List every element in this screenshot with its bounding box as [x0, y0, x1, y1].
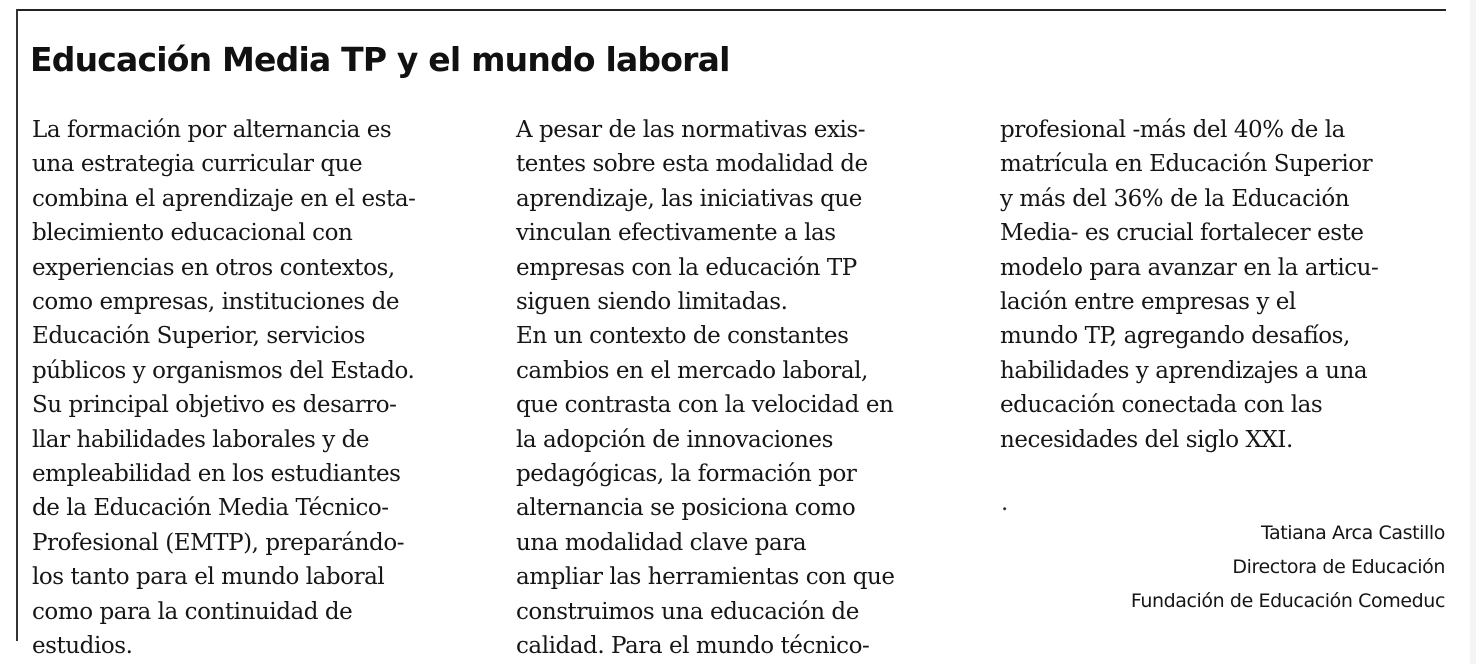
- text-line: matrícula en Educación Superior: [1000, 151, 1373, 178]
- article-column-1: [32, 113, 492, 664]
- text-line: de la Educación Media Técnico-: [32, 495, 389, 522]
- author-role: Directora de Educación: [1232, 556, 1445, 578]
- text-line: siguen siendo limitadas.: [516, 289, 788, 316]
- author-organization: Fundación de Educación Comeduc: [1130, 590, 1445, 612]
- text-line: estudios.: [32, 633, 133, 660]
- text-line: empleabilidad en los estudiantes: [32, 461, 401, 488]
- text-line: profesional -más del 40% de la: [1000, 117, 1345, 143]
- text-line: llar habilidades laborales y de: [32, 426, 370, 453]
- left-column-rule: [16, 9, 18, 641]
- text-line: como empresas, instituciones de: [32, 289, 400, 316]
- article-column-3: [1000, 113, 1460, 457]
- text-line: aprendizaje, las iniciativas que: [516, 185, 862, 212]
- text-line: Educación Superior, servicios: [32, 323, 365, 350]
- text-line: lación entre empresas y el: [1000, 289, 1296, 316]
- text-line: la adopción de innovaciones: [516, 426, 833, 453]
- scan-edge: [1470, 0, 1476, 664]
- text-line: Su principal objetivo es desarro-: [32, 392, 397, 419]
- text-line: que contrasta con la velocidad en: [516, 392, 894, 419]
- text-line: como para la continuidad de: [32, 598, 353, 625]
- text-line: calidad. Para el mundo técnico-: [516, 633, 870, 660]
- text-line: Profesional (EMTP), preparándo-: [32, 529, 405, 556]
- text-line: A pesar de las normativas exis-: [516, 117, 866, 143]
- text-line: pedagógicas, la formación por: [516, 461, 857, 488]
- text-line: alternancia se posiciona como: [516, 495, 856, 522]
- text-line: necesidades del siglo XXI.: [1000, 426, 1293, 453]
- text-line: habilidades y aprendizajes a una: [1000, 357, 1368, 384]
- text-line: vinculan efectivamente a las: [516, 220, 836, 247]
- text-line: La formación por alternancia es: [32, 117, 392, 143]
- text-line: y más del 36% de la Educación: [1000, 185, 1350, 212]
- text-line: combina el aprendizaje en el esta-: [32, 185, 416, 212]
- author-name: Tatiana Arca Castillo: [1260, 522, 1445, 544]
- text-line: empresas con la educación TP: [516, 254, 857, 281]
- text-line: públicos y organismos del Estado.: [32, 357, 415, 384]
- text-line: ampliar las herramientas con que: [516, 564, 895, 591]
- text-line: cambios en el mercado laboral,: [516, 357, 868, 384]
- article-headline: Educación Media TP y el mundo laboral: [30, 40, 730, 79]
- text-line: Media- es crucial fortalecer este: [1000, 220, 1364, 247]
- author-signature: [1131, 516, 1445, 618]
- text-line: construimos una educación de: [516, 598, 859, 625]
- article-column-2: [516, 113, 976, 664]
- text-line: modelo para avanzar en la articu-: [1000, 254, 1379, 281]
- section-separator-dot: .: [1001, 490, 1009, 516]
- text-line: una estrategia curricular que: [32, 151, 363, 178]
- top-rule: [16, 9, 1446, 11]
- text-line: tentes sobre esta modalidad de: [516, 151, 868, 178]
- text-line: experiencias en otros contextos,: [32, 254, 395, 281]
- text-line: blecimiento educacional con: [32, 220, 353, 247]
- text-line: En un contexto de constantes: [516, 323, 849, 350]
- text-line: una modalidad clave para: [516, 529, 807, 556]
- text-line: los tanto para el mundo laboral: [32, 564, 385, 591]
- text-line: educación conectada con las: [1000, 392, 1323, 419]
- text-line: mundo TP, agregando desafíos,: [1000, 323, 1350, 350]
